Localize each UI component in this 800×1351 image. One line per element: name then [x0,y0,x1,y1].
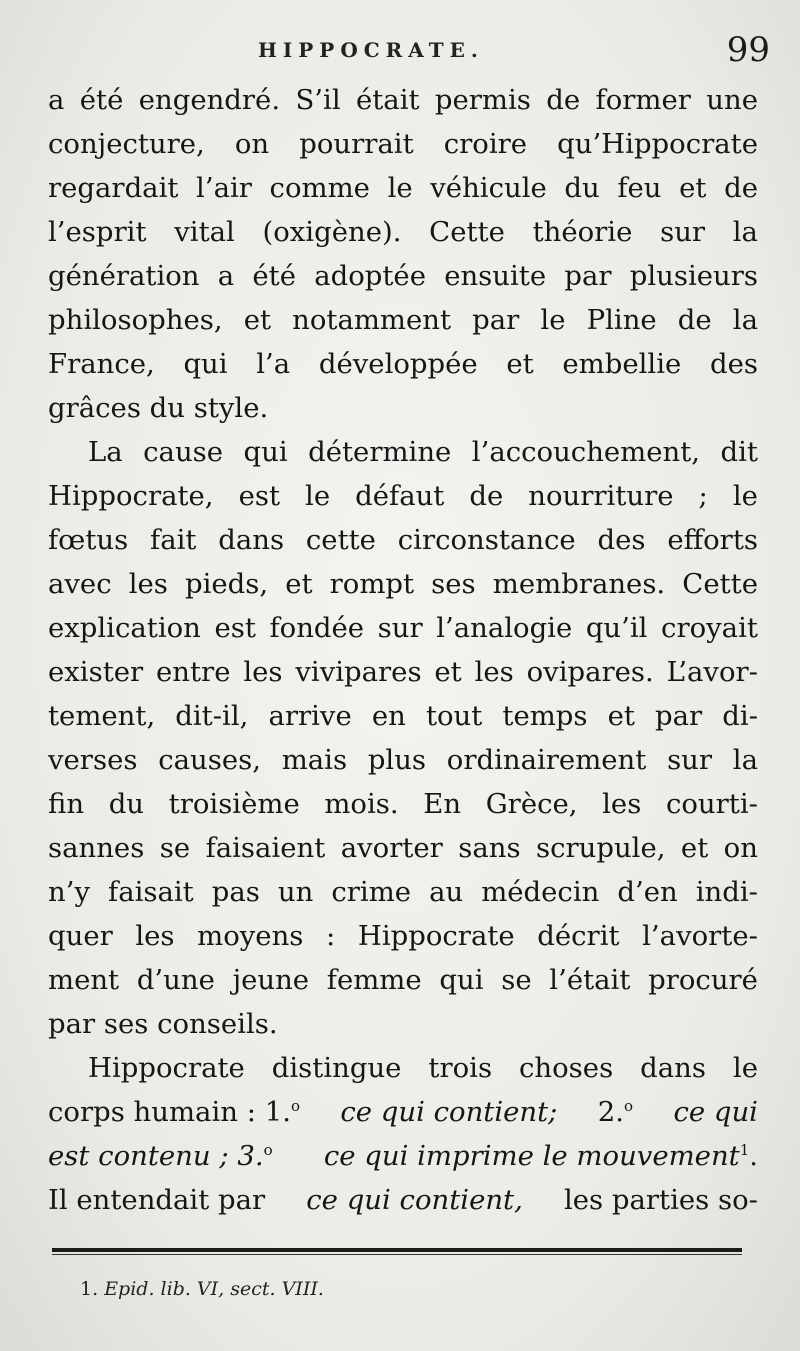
word: vital [174,216,235,248]
word: cause [143,436,224,468]
word: qu’il [585,612,648,644]
word: on [234,128,270,160]
line-text [48,826,758,870]
line-text-segment [324,1134,758,1178]
text-line [48,782,758,826]
line-text [48,738,758,782]
line-text [88,430,758,474]
footnote-rule-thin [52,1254,742,1255]
word: le [305,480,331,512]
word: les [243,656,283,688]
text-line [48,386,758,430]
text-line [48,1046,758,1090]
word: au [429,876,464,908]
word: véhicule [430,172,547,204]
word: tout [425,700,483,732]
word: dit [720,436,758,468]
word: cette [305,524,376,556]
word: le [732,1052,758,1084]
word: adoptée [314,260,426,292]
line-text [48,342,758,386]
running-head [48,30,770,80]
word: moyens [197,920,304,952]
footnote-number: 1. [80,1278,99,1300]
line-text: grâces du style. [48,392,269,424]
word: Hippocrate [88,1052,245,1084]
word: fait [150,524,197,556]
word: distingue [271,1052,402,1084]
word: plusieurs [629,260,758,292]
text-line [48,1002,758,1046]
word: mois. [324,788,399,820]
word: feu [617,172,662,204]
word: vivipares [295,656,422,688]
line-text-segment [598,1090,633,1134]
word: jeune [232,964,310,996]
word: di- [722,700,758,732]
word: n’y [48,876,90,908]
word: dans [218,524,285,556]
word: les [602,788,642,820]
word: décrit [537,920,620,952]
word: se [501,964,532,996]
word: avec [48,568,112,600]
word: faisait [108,876,194,908]
word: femme [326,964,422,996]
word: été [79,84,124,116]
word: par [655,700,703,732]
word: théorie [532,216,633,248]
word: croire [443,128,528,160]
word: S’il [295,84,341,116]
word: qui [243,436,288,468]
word: les [135,920,175,952]
word: en [371,700,406,732]
text-line [48,562,758,606]
word: développée [318,348,478,380]
word: est [214,612,256,644]
word: trois [428,1052,493,1084]
word: une [706,84,758,116]
word: troisième [168,788,300,820]
word: sur [377,612,423,644]
text-line [48,430,758,474]
word: comme [269,172,370,204]
line-text [48,562,758,606]
word: sur [667,744,713,776]
word: crime [331,876,412,908]
word: explication [48,612,201,644]
line-text [48,606,758,650]
text-line [48,210,758,254]
word: sur [660,216,706,248]
line-text: par ses conseils. [48,1008,278,1040]
text-line [48,958,758,1002]
word: plus [367,744,427,776]
word: France, [48,348,155,380]
line-text [48,694,758,738]
word: courti- [665,788,758,820]
word: efforts [667,524,758,556]
footnote [80,1278,324,1300]
word: faisaient [205,832,326,864]
word: tement, [48,700,156,732]
word: un [277,876,314,908]
word: avorter [340,832,443,864]
word: pas [211,876,260,908]
text-line [48,474,758,518]
word: l’était [549,964,631,996]
word: par [472,304,520,336]
word: de [677,304,712,336]
text-line [48,738,758,782]
word: le [387,172,413,204]
word: et [285,568,313,600]
word: ment [48,964,120,996]
word: ensuite [444,260,547,292]
word: embellie [562,348,682,380]
word: la [732,744,758,776]
word: nourriture [528,480,674,512]
text-line [48,166,758,210]
word: été [252,260,296,292]
word: de [546,84,581,116]
italic-text: ce qui imprime le mouvement [323,1140,740,1172]
word: médecin [481,876,600,908]
text-line [48,650,758,694]
word: choses [519,1052,614,1084]
footnote-text: Epid. lib. VI, sect. VIII. [104,1278,324,1300]
word: regardait [48,172,179,204]
running-head-title: HIPPOCRATE. [258,38,484,62]
word: des [597,524,646,556]
word: ses [431,568,476,600]
word: le [540,304,566,336]
word: le [732,480,758,512]
line-text [48,914,758,958]
word: et [679,172,707,204]
word: ; [698,480,708,512]
text-line [48,254,758,298]
word: sans [458,832,521,864]
line-text [48,78,758,122]
line-text [48,518,758,562]
word: philosophes, [48,304,223,336]
word: Pline [586,304,657,336]
word: l’esprit [48,216,147,248]
word: causes, [158,744,261,776]
line-text [48,474,758,518]
word: on [723,832,758,864]
word: d’en [617,876,678,908]
word: verses [48,744,138,776]
word: conjecture, [48,128,205,160]
word: Hippocrate [357,920,515,952]
text-run: Il entendait par [48,1184,266,1216]
line-text [48,122,758,166]
word: (oxigène). [262,216,402,248]
word: des [709,348,758,380]
text-run: corps humain : 1. [48,1096,291,1128]
word: notamment [292,304,452,336]
line-text [48,650,758,694]
text-run: les parties so- [563,1184,758,1216]
word: Hippocrate, [48,480,214,512]
word: arrive [268,700,352,732]
word: indi- [695,876,758,908]
word: quer [48,920,113,952]
word: dit-il, [175,700,249,732]
word: défaut [355,480,445,512]
line-text [48,298,758,342]
word: : [326,920,336,952]
word: membranes. [492,568,666,600]
word: mais [281,744,348,776]
word: l’a [256,348,291,380]
word: était [355,84,420,116]
italic-text: ce qui [673,1096,758,1128]
text-line [48,78,758,122]
line-text [88,1046,758,1090]
word: de [724,172,758,204]
word: du [108,788,145,820]
word: les [474,656,514,688]
text-line [48,122,758,166]
word: et [506,348,534,380]
word: Cette [429,216,505,248]
word: est [238,480,281,512]
word: pieds, [184,568,269,600]
word: circonstance [397,524,576,556]
word: par [564,260,612,292]
word: L’avor- [666,656,758,688]
word: ovipares. [526,656,654,688]
word: permis [434,84,531,116]
word: l’air [196,172,252,204]
superscript: o [290,1096,300,1115]
body-text [48,78,758,1222]
line-text-segment [48,1134,273,1178]
word: a [48,84,65,116]
word: rompt [329,568,415,600]
text-line [48,518,758,562]
word: engendré. [138,84,281,116]
page-number: 99 [726,30,770,70]
word: La [88,436,123,468]
footnote-rule [52,1248,742,1252]
word: et [680,832,709,864]
word: scrupule, [536,832,666,864]
text-line [48,298,758,342]
word: ordinairement [446,744,647,776]
word: l’avorte- [642,920,758,952]
word: la [732,304,758,336]
word: pourrait [299,128,414,160]
word: croyait [661,612,758,644]
word: les [128,568,168,600]
italic-text: ce qui contient, [306,1184,523,1216]
word: l’accouchement, [471,436,701,468]
word: fin [48,788,85,820]
text-line [48,1134,758,1178]
word: l’analogie [436,612,573,644]
text-line [48,1090,758,1134]
word: de [469,480,504,512]
word: exister [48,656,144,688]
word: détermine [308,436,452,468]
text-line [48,694,758,738]
text-line [48,1178,758,1222]
italic-text: est contenu ; 3. [48,1140,264,1172]
footnote-reference: 1 [739,1140,750,1159]
word: entre [156,656,231,688]
text-line [48,342,758,386]
word: fondée [269,612,365,644]
word: fœtus [48,524,129,556]
word: En [423,788,462,820]
word: et [434,656,462,688]
word: qui [183,348,228,380]
word: d’une [136,964,215,996]
superscript: o [263,1140,273,1159]
word: Grèce, [485,788,578,820]
word: temps [502,700,588,732]
text-run: . [749,1140,758,1172]
word: et [607,700,635,732]
word: dans [640,1052,706,1084]
word: Cette [682,568,758,600]
word: a [217,260,235,292]
line-text [48,210,758,254]
line-text [48,254,758,298]
word: du [564,172,600,204]
line-text [48,870,758,914]
word: qui [439,964,484,996]
word: sannes [48,832,145,864]
word: qu’Hippocrate [557,128,758,160]
text-line [48,826,758,870]
word: former [595,84,691,116]
word: procuré [648,964,758,996]
italic-text: ce qui contient; [340,1096,558,1128]
superscript: o [624,1096,634,1115]
word: la [732,216,758,248]
word: génération [48,260,200,292]
text-run: 2. [597,1096,625,1128]
text-line [48,870,758,914]
line-text [48,958,758,1002]
text-line [48,606,758,650]
line-text [48,166,758,210]
text-line [48,914,758,958]
word: se [159,832,191,864]
word: et [243,304,272,336]
line-text-segment [48,1090,300,1134]
line-text [48,782,758,826]
